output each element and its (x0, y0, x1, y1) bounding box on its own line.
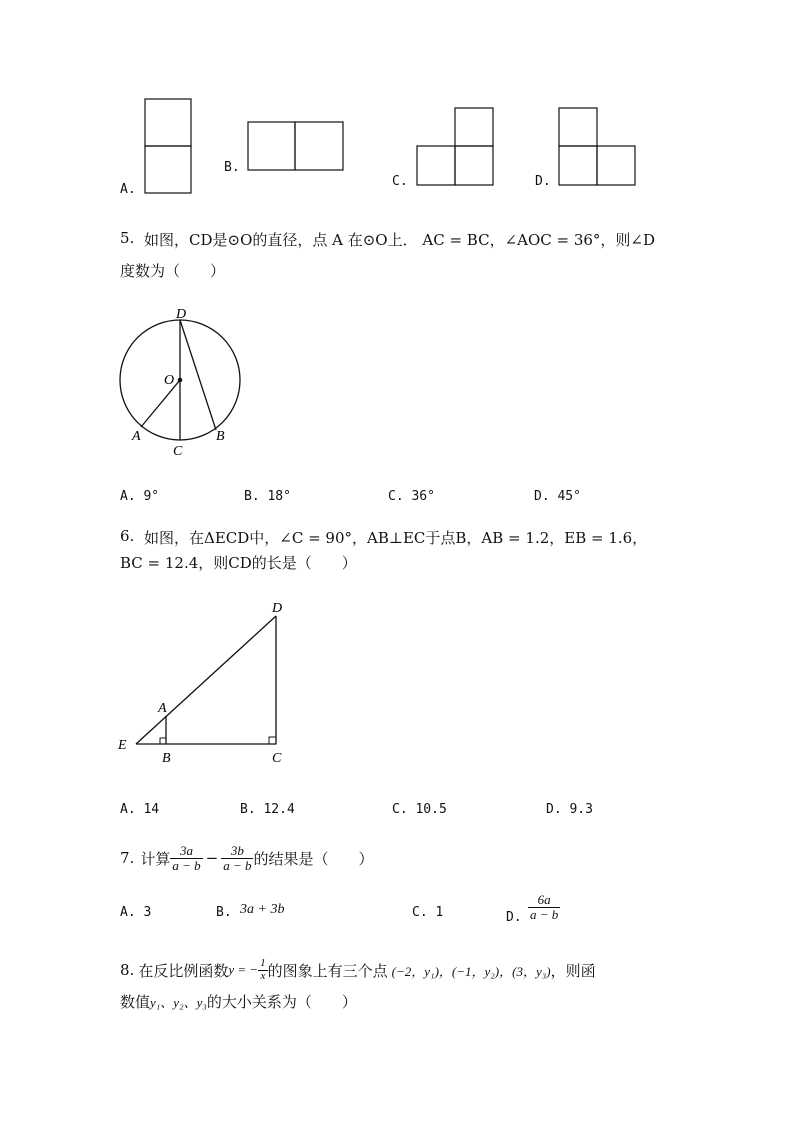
q7-option-d-denominator: a − b (530, 906, 559, 922)
q5-stem-line1: 如图，CD是⊙O的直径，点 A 在⊙O上． AC = BC，∠AOC = 36°，则∠D (144, 231, 656, 249)
q7-frac2-numerator: 3b (221, 844, 253, 859)
q8-stem-line1 (120, 953, 596, 987)
label-c: C (272, 751, 282, 766)
q4-figure-a (140, 95, 200, 200)
q6-stem-line2: BC = 12.4，则CD的长是（ ） (120, 554, 357, 572)
label-b: B (216, 429, 225, 444)
label-b: B (162, 751, 171, 766)
q5-circle-figure (112, 302, 252, 462)
q6-option-b[interactable]: B. 12.4 (240, 802, 295, 817)
q8-text3: ，则函 (550, 961, 596, 980)
q8-text1: 在反比例函数 (138, 961, 229, 980)
q7-option-a[interactable]: A. 3 (120, 905, 152, 920)
q5-number: 5. (120, 229, 135, 247)
q4-option-a[interactable]: A. (120, 182, 136, 197)
q7-frac1-numerator: 3a (170, 844, 202, 859)
q7-option-d-fraction (528, 893, 560, 921)
q8-func-fraction (258, 958, 268, 982)
q4-option-b[interactable]: B. (224, 160, 240, 175)
label-c: C (173, 444, 183, 459)
q5-option-d[interactable]: D. 45° (534, 489, 581, 504)
q5-option-b[interactable]: B. 18° (244, 489, 291, 504)
q6-option-a[interactable]: A. 14 (120, 802, 160, 817)
q6-number: 6. (120, 527, 135, 545)
q7-option-d-numerator: 6a (528, 893, 560, 908)
q8-func-numerator: 1 (260, 956, 266, 969)
segment-ed (136, 616, 276, 744)
label-a: A (158, 701, 167, 716)
q7-fraction-2 (221, 844, 253, 872)
q6-option-c[interactable]: C. 10.5 (392, 802, 447, 817)
q7-frac1-denominator: a − b (172, 857, 201, 873)
center-point (178, 378, 183, 383)
q8-vars: y₁、y₂、y₃ (150, 994, 207, 1010)
q7-option-d-label[interactable]: D. (506, 910, 522, 925)
q8-func-denominator: x (260, 969, 266, 982)
q6-stem-line1: 如图，在ΔECD中，∠C = 90°，AB⊥EC于点B，AB = 1.2，EB = 1.6， (144, 529, 648, 547)
q8-line2-b: 的大小关系为（ ） (206, 992, 357, 1011)
label-d: D (272, 601, 283, 616)
q4-option-c[interactable]: C. (392, 174, 408, 189)
q7-option-b-label[interactable]: B. (216, 905, 232, 920)
segment-oa (141, 380, 180, 427)
right-angle-c (269, 737, 276, 744)
q7-option-b-expr: 3a + 3b (240, 902, 285, 917)
q4-figure-b (244, 118, 348, 174)
q5-option-a[interactable]: A. 9° (120, 489, 160, 504)
q4-option-d[interactable]: D. (535, 174, 551, 189)
q8-line2-a: 数值 (120, 992, 151, 1011)
q8-number: 8. (120, 961, 135, 979)
q7-prefix: 计算 (140, 849, 171, 868)
q4-figure-d (555, 104, 641, 190)
label-o: O (164, 373, 175, 388)
label-d: D (176, 307, 187, 322)
q5-stem-line2: 度数为（ ） (120, 262, 226, 280)
q7-suffix: 的结果是（ ） (253, 849, 374, 868)
label-a: A (132, 429, 141, 444)
q7-frac2-denominator: a − b (223, 857, 252, 873)
q8-points: (−2，y₁)，(−1，y₂)，(3，y₃) (391, 963, 551, 979)
segment-db (180, 320, 216, 430)
q7-number: 7. (120, 849, 135, 867)
q6-option-d[interactable]: D. 9.3 (546, 802, 593, 817)
q8-func-prefix: y = − (228, 962, 259, 977)
q7-fraction-1 (170, 844, 202, 872)
q7-minus: − (205, 849, 219, 867)
q7-stem (120, 838, 373, 878)
label-e: E (118, 738, 127, 753)
q7-option-c[interactable]: C. 1 (412, 905, 444, 920)
q5-option-c[interactable]: C. 36° (388, 489, 435, 504)
right-angle-b (160, 738, 166, 744)
q4-figure-c (412, 104, 498, 190)
q6-triangle-figure (112, 596, 302, 772)
q8-stem-line2 (120, 988, 357, 1014)
q8-text2: 的图象上有三个点 (267, 961, 388, 980)
